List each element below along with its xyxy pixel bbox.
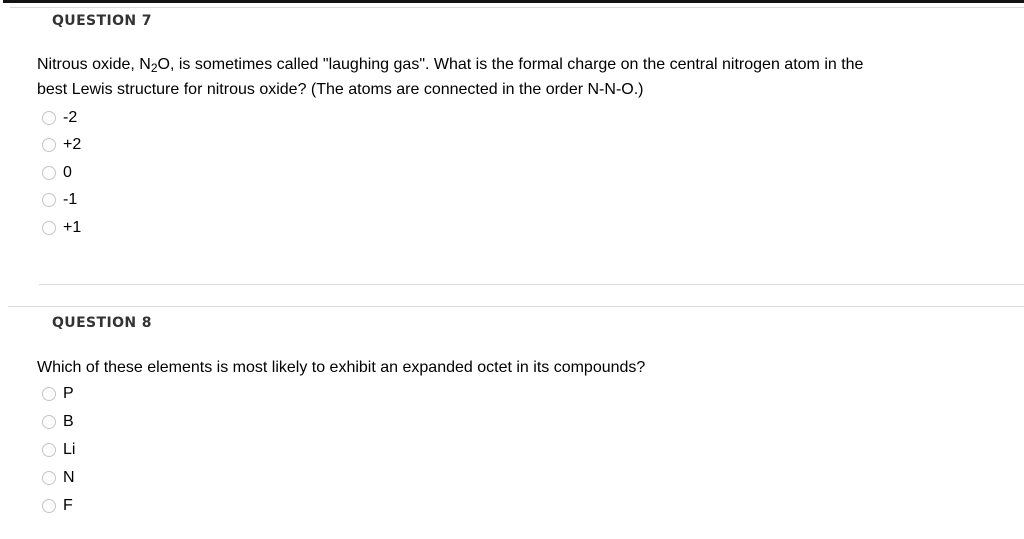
question-7-option-3[interactable]: [42, 159, 81, 187]
option-label: -1: [63, 191, 78, 209]
top-divider-bar: [3, 0, 1024, 3]
option-label: Li: [63, 441, 76, 458]
radio-button-icon[interactable]: [42, 415, 56, 429]
question-7-text-line2: best Lewis structure for nitrous oxide? (The atoms are connected in the order N-N-O.): [37, 81, 644, 98]
radio-button-icon[interactable]: [42, 111, 56, 125]
question-8-option-3[interactable]: [42, 436, 75, 464]
question-separator-divider: [8, 306, 1024, 307]
radio-button-icon[interactable]: [42, 193, 56, 207]
question-7-bottom-divider: [39, 284, 1024, 285]
question-8-option-1[interactable]: [42, 380, 75, 408]
question-7-options: [42, 104, 81, 242]
option-label: F: [63, 497, 73, 514]
question-8-text: Which of these elements is most likely to exhibit an expanded octet in its compounds?: [37, 359, 646, 376]
option-label: -2: [63, 108, 78, 126]
question-8-option-5[interactable]: [42, 492, 75, 520]
question-7-text-part1: Nitrous oxide, N: [37, 56, 151, 73]
question-7-header: QUESTION 7: [52, 13, 152, 29]
question-7-option-5[interactable]: [42, 214, 81, 242]
radio-button-icon[interactable]: [42, 221, 56, 235]
question-7-text-part2: O, is sometimes called "laughing gas". What is the formal charge on the central nitrogen atom in the: [157, 56, 864, 73]
option-label: N: [63, 469, 75, 486]
question-7-option-1[interactable]: [42, 104, 81, 132]
option-label: P: [63, 385, 74, 402]
radio-button-icon[interactable]: [42, 499, 56, 513]
radio-button-icon[interactable]: [42, 387, 56, 401]
question-8-header: QUESTION 8: [52, 315, 152, 331]
radio-button-icon[interactable]: [42, 443, 56, 457]
option-label: 0: [63, 163, 72, 181]
question-8-option-4[interactable]: [42, 464, 75, 492]
option-label: +1: [63, 218, 82, 236]
option-label: +2: [63, 136, 82, 154]
radio-button-icon[interactable]: [42, 138, 56, 152]
question-7-option-2[interactable]: [42, 132, 81, 160]
question-7-text: [37, 52, 997, 102]
radio-button-icon[interactable]: [42, 166, 56, 180]
question-8-option-2[interactable]: [42, 408, 75, 436]
radio-button-icon[interactable]: [42, 471, 56, 485]
formula-subscript: 2: [150, 61, 158, 75]
top-divider-line: [10, 7, 1024, 8]
question-7-option-4[interactable]: [42, 187, 81, 215]
question-8-options: [42, 380, 75, 520]
option-label: B: [63, 413, 74, 430]
